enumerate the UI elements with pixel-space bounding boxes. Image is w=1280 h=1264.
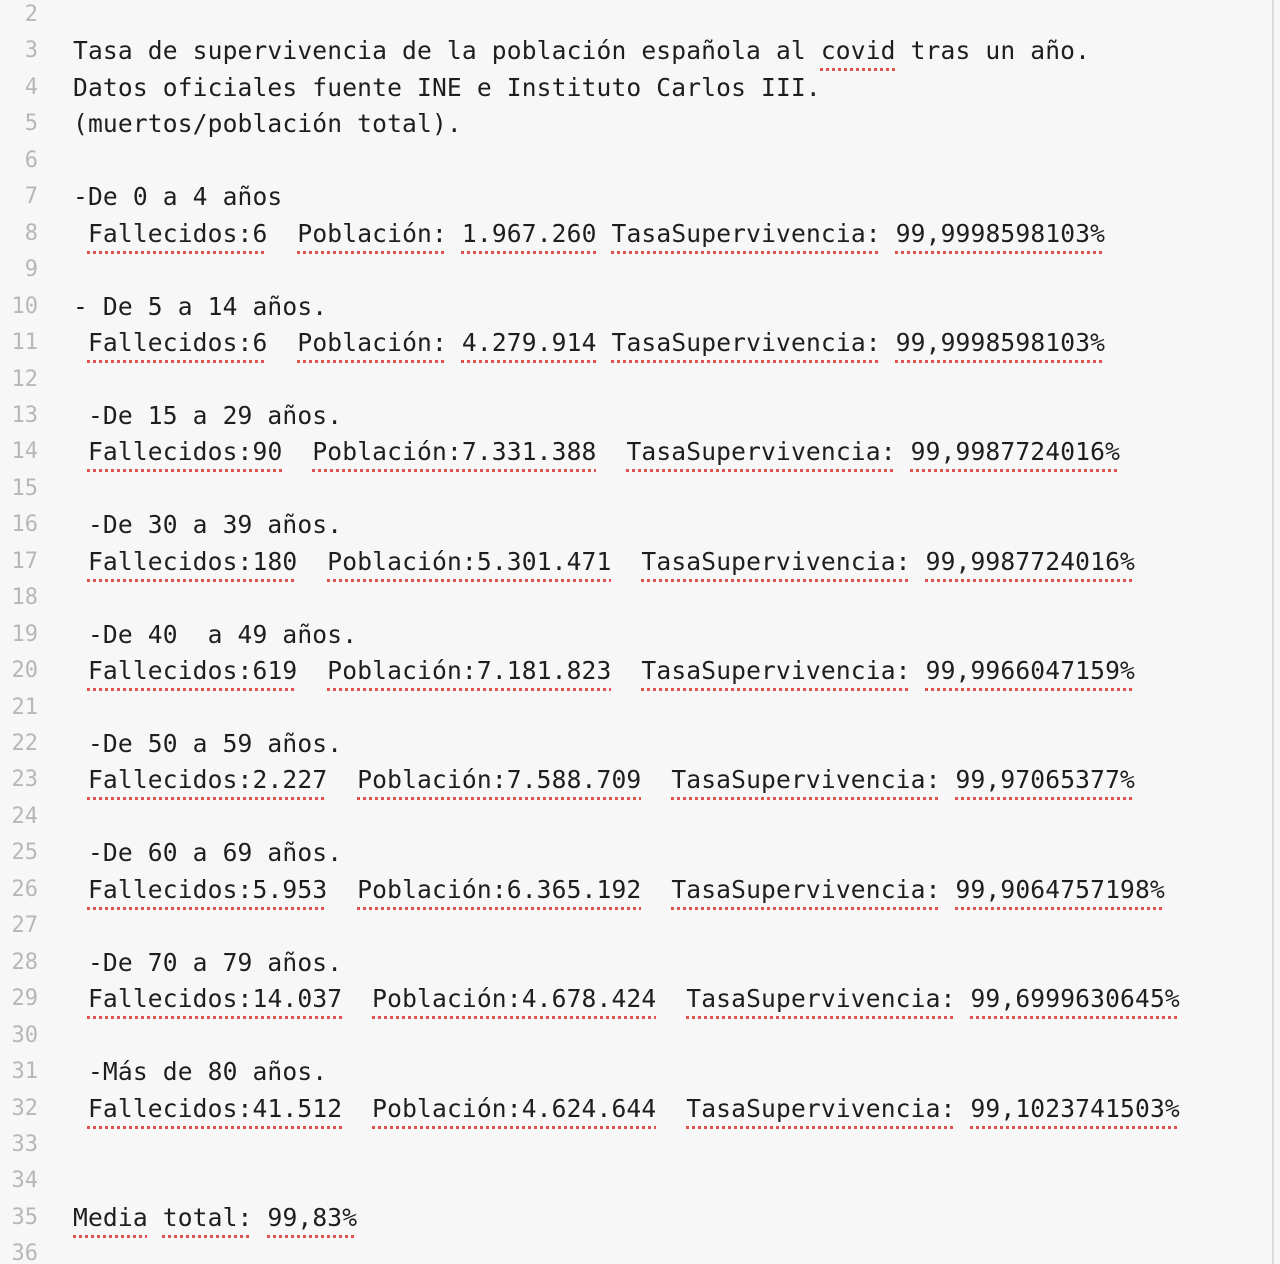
line-text[interactable]: [73, 179, 282, 215]
editor-line[interactable]: [0, 289, 1280, 325]
line-number: 4: [24, 74, 38, 100]
spellcheck-flagged-text: Fallecidos:6: [87, 328, 268, 358]
line-number: 34: [11, 1168, 38, 1194]
spellcheck-flagged-text: Fallecidos:41.512: [87, 1093, 343, 1123]
line-number: 23: [11, 767, 38, 793]
line-number: 15: [11, 475, 38, 501]
editor-line[interactable]: [0, 1127, 1280, 1163]
text-segment: [881, 219, 896, 248]
line-text[interactable]: [73, 325, 1105, 361]
text-segment: [282, 437, 312, 466]
editor-line[interactable]: [0, 799, 1280, 835]
text-segment: - De 5 a 14 años.: [73, 291, 328, 321]
editor-line[interactable]: [0, 580, 1280, 616]
line-text[interactable]: [73, 398, 342, 434]
editor-line[interactable]: [0, 362, 1280, 398]
line-text[interactable]: [73, 216, 1105, 252]
text-segment: [327, 875, 357, 904]
line-text[interactable]: [73, 726, 342, 762]
editor-line[interactable]: [0, 143, 1280, 179]
text-segment: [73, 875, 88, 904]
text-segment: [73, 656, 88, 685]
line-number: 3: [24, 38, 38, 64]
line-number: 20: [11, 658, 38, 684]
text-segment: -De 70 a 79 años.: [73, 947, 343, 977]
text-segment: [641, 875, 671, 904]
editor-line[interactable]: [0, 106, 1280, 142]
editor-line[interactable]: [0, 908, 1280, 944]
line-number: 14: [11, 439, 38, 465]
text-segment: [611, 656, 641, 685]
editor-line[interactable]: [0, 1091, 1280, 1127]
line-text[interactable]: [73, 762, 1135, 798]
text-segment: [297, 656, 327, 685]
editor-line[interactable]: [0, 945, 1280, 981]
spellcheck-flagged-text: 99,1023741503%: [970, 1093, 1180, 1123]
text-segment: [267, 219, 297, 248]
line-number: 6: [24, 147, 38, 173]
spellcheck-flagged-text: 99,9987724016%: [910, 437, 1121, 467]
text-segment: [941, 875, 956, 904]
text-segment: [447, 328, 462, 357]
editor-line[interactable]: [0, 325, 1280, 361]
line-number: 36: [11, 1241, 38, 1264]
text-segment: [656, 984, 686, 1013]
spellcheck-flagged-text: Población:6.365.192: [357, 874, 642, 904]
line-number: 11: [11, 330, 38, 356]
line-text[interactable]: [73, 70, 821, 106]
editor-line[interactable]: [0, 726, 1280, 762]
text-segment: [941, 765, 956, 794]
line-number: 35: [11, 1204, 38, 1230]
line-number: 25: [11, 840, 38, 866]
spellcheck-flagged-text: Fallecidos:5.953: [87, 874, 328, 904]
editor-line[interactable]: [0, 617, 1280, 653]
text-segment: [297, 547, 327, 576]
text-segment: [342, 1094, 372, 1123]
text-segment: [267, 328, 297, 357]
line-number: 16: [11, 512, 38, 538]
text-segment: [911, 547, 926, 576]
editor-line[interactable]: [0, 252, 1280, 288]
editor-line[interactable]: [0, 507, 1280, 543]
line-number: 10: [11, 293, 38, 319]
line-number: 19: [11, 621, 38, 647]
line-text[interactable]: [73, 981, 1180, 1017]
spellcheck-flagged-text: TasaSupervivencia:: [671, 765, 941, 795]
line-number: 30: [11, 1022, 38, 1048]
spellcheck-flagged-text: Población:4.678.424: [372, 984, 657, 1014]
spellcheck-flagged-text: Fallecidos:619: [87, 656, 298, 686]
text-segment: [597, 437, 627, 466]
text-segment: [881, 328, 896, 357]
text-segment: [956, 1094, 971, 1123]
text-segment: [73, 219, 88, 248]
text-segment: [148, 1203, 163, 1232]
text-segment: [73, 1094, 88, 1123]
editor-line[interactable]: [0, 1200, 1280, 1236]
spellcheck-flagged-text: Media: [73, 1202, 148, 1232]
line-text[interactable]: [73, 945, 342, 981]
text-segment: -De 30 a 39 años.: [73, 510, 343, 540]
text-segment: Datos oficiales fuente INE e Instituto Carlos III.: [73, 72, 821, 102]
spellcheck-flagged-text: TasaSupervivencia:: [611, 328, 881, 358]
text-segment: [641, 765, 671, 794]
line-text[interactable]: [73, 544, 1135, 580]
line-text[interactable]: [73, 434, 1120, 470]
spellcheck-flagged-text: 99,9966047159%: [925, 656, 1136, 686]
spellcheck-flagged-text: covid: [820, 36, 896, 66]
spellcheck-flagged-text: Población:5.301.471: [327, 546, 612, 576]
text-segment: [73, 437, 88, 466]
spellcheck-flagged-text: 1.967.260: [461, 218, 597, 248]
line-number: 8: [24, 220, 38, 246]
line-text[interactable]: [73, 617, 357, 653]
spellcheck-flagged-text: TasaSupervivencia:: [626, 437, 896, 467]
text-segment: [73, 984, 88, 1013]
spellcheck-flagged-text: 4.279.914: [461, 328, 597, 358]
editor-line[interactable]: [0, 471, 1280, 507]
text-segment: [342, 984, 372, 1013]
text-segment: -De 0 a 4 años: [73, 182, 283, 212]
spellcheck-flagged-text: Fallecidos:2.227: [87, 765, 328, 795]
line-text[interactable]: [73, 653, 1135, 689]
text-segment: [896, 437, 911, 466]
line-number: 32: [11, 1095, 38, 1121]
spellcheck-flagged-text: TasaSupervivencia:: [641, 546, 911, 576]
editor-line[interactable]: [0, 1236, 1280, 1264]
text-segment: -De 40 a 49 años.: [73, 619, 358, 649]
text-segment: [253, 1203, 268, 1232]
text-segment: [73, 547, 88, 576]
spellcheck-flagged-text: 99,9998598103%: [895, 328, 1106, 358]
text-segment: [611, 547, 641, 576]
line-text[interactable]: [73, 1091, 1180, 1127]
line-number: 18: [11, 585, 38, 611]
line-number: 28: [11, 949, 38, 975]
line-text[interactable]: [73, 106, 462, 142]
spellcheck-flagged-text: 99,9998598103%: [895, 218, 1106, 248]
text-segment: (muertos/población total).: [73, 109, 462, 139]
spellcheck-flagged-text: Población:4.624.644: [372, 1093, 657, 1123]
line-number: 17: [11, 548, 38, 574]
line-number: 22: [11, 731, 38, 756]
spellcheck-flagged-text: TasaSupervivencia:: [611, 218, 881, 248]
editor-line[interactable]: [0, 653, 1280, 689]
text-segment: [656, 1094, 686, 1123]
editor-line[interactable]: [0, 981, 1280, 1017]
line-number: 13: [11, 402, 38, 428]
line-text[interactable]: [73, 289, 327, 325]
editor-line[interactable]: [0, 1163, 1280, 1199]
line-text[interactable]: [73, 33, 1090, 69]
line-number: 21: [11, 694, 38, 720]
line-text[interactable]: [73, 507, 342, 543]
editor-line[interactable]: [0, 690, 1280, 726]
line-number: 27: [11, 913, 38, 939]
editor-line[interactable]: [0, 835, 1280, 871]
spellcheck-flagged-text: Fallecidos:6: [87, 218, 268, 248]
text-segment: tras un año.: [895, 36, 1091, 66]
line-text[interactable]: [73, 1054, 327, 1090]
line-number: 33: [11, 1131, 38, 1157]
spellcheck-flagged-text: Población:: [297, 328, 447, 358]
spellcheck-flagged-text: TasaSupervivencia:: [686, 984, 956, 1014]
spellcheck-flagged-text: TasaSupervivencia:: [641, 656, 911, 686]
spellcheck-flagged-text: Fallecidos:90: [87, 437, 283, 467]
text-segment: Tasa de supervivencia de la población española al: [73, 36, 821, 66]
line-number: 29: [11, 986, 38, 1012]
line-text[interactable]: [73, 1200, 357, 1236]
text-segment: [911, 656, 926, 685]
line-number: 26: [11, 876, 38, 902]
spellcheck-flagged-text: Fallecidos:180: [87, 546, 298, 576]
line-number: 2: [24, 2, 38, 27]
text-segment: [327, 765, 357, 794]
line-number: 9: [24, 257, 38, 283]
spellcheck-flagged-text: Población:7.588.709: [357, 765, 642, 795]
spellcheck-flagged-text: 99,9064757198%: [955, 874, 1165, 904]
editor-line[interactable]: [0, 70, 1280, 106]
text-segment: [73, 328, 88, 357]
text-segment: [447, 219, 462, 248]
line-text[interactable]: [73, 835, 342, 871]
line-text[interactable]: [73, 872, 1165, 908]
text-segment: [73, 765, 88, 794]
text-segment: -De 60 a 69 años.: [73, 838, 343, 868]
text-segment: [956, 984, 971, 1013]
editor-line[interactable]: [0, 544, 1280, 580]
spellcheck-flagged-text: TasaSupervivencia:: [686, 1093, 956, 1123]
editor-line[interactable]: [0, 216, 1280, 252]
spellcheck-flagged-text: Fallecidos:14.037: [87, 984, 343, 1014]
editor-line[interactable]: [0, 434, 1280, 470]
spellcheck-flagged-text: 99,83%: [267, 1202, 358, 1232]
editor-line[interactable]: [0, 179, 1280, 215]
line-number: 7: [24, 184, 38, 210]
editor-line[interactable]: [0, 33, 1280, 69]
spellcheck-flagged-text: total:: [162, 1202, 253, 1232]
text-segment: -De 15 a 29 años.: [73, 400, 343, 430]
editor-line[interactable]: [0, 1054, 1280, 1090]
spellcheck-flagged-text: Población:7.181.823: [327, 656, 612, 686]
line-number: 24: [11, 803, 38, 829]
line-number: 31: [11, 1059, 38, 1085]
editor-line[interactable]: [0, 0, 1280, 33]
editor-line[interactable]: [0, 762, 1280, 798]
spellcheck-flagged-text: Población:7.331.388: [312, 437, 597, 467]
editor-line[interactable]: [0, 872, 1280, 908]
text-segment: -De 50 a 59 años.: [73, 729, 343, 758]
text-segment: [597, 219, 612, 248]
spellcheck-flagged-text: TasaSupervivencia:: [671, 874, 941, 904]
editor-line[interactable]: [0, 1018, 1280, 1054]
line-number: 5: [24, 111, 38, 137]
line-number: 12: [11, 366, 38, 392]
text-segment: [597, 328, 612, 357]
spellcheck-flagged-text: 99,9987724016%: [925, 546, 1136, 576]
text-segment: -Más de 80 años.: [73, 1057, 328, 1087]
editor-line[interactable]: [0, 398, 1280, 434]
spellcheck-flagged-text: 99,97065377%: [955, 765, 1135, 795]
spellcheck-flagged-text: 99,6999630645%: [970, 984, 1180, 1014]
spellcheck-flagged-text: Población:: [297, 218, 447, 248]
